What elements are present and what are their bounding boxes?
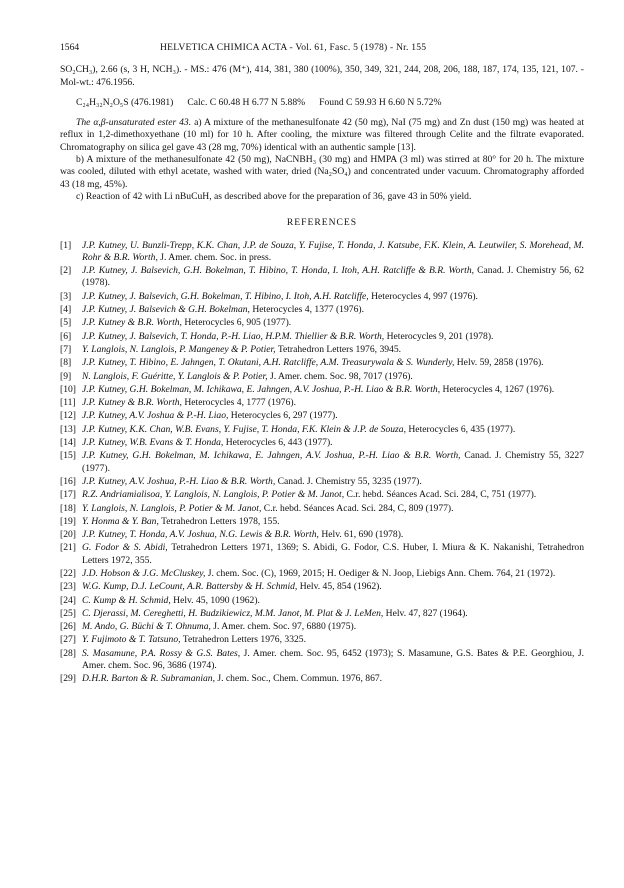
reference-citation: Heterocycles 9, 201 (1978). (384, 330, 494, 342)
reference-item (60, 476, 584, 488)
reference-number: [11] (60, 397, 76, 409)
reference-number: [25] (60, 607, 76, 619)
reference-body (82, 304, 584, 316)
reference-authors: J.P. Kutney, W.B. Evans & T. Honda, (82, 437, 224, 449)
reference-citation: J. chem. Soc. (C), 1969, 2015; H. Oediger & N. Joop, Liebigs Ann. Chem. 764, 21 (1972). (205, 567, 556, 579)
reference-item (60, 331, 584, 343)
reference-authors: W.G. Kump, D.J. LeCount, A.R. Battersby & H. Schmid, (82, 581, 298, 593)
reference-number: [13] (60, 423, 76, 435)
reference-number: [1] (60, 239, 72, 251)
reference-number: [22] (60, 567, 76, 579)
reference-citation: J. Amer. chem. Soc. 97, 6880 (1975). (210, 621, 357, 633)
reference-authors: J.P. Kutney, A.V. Joshua & P.-H. Liao, (82, 410, 229, 422)
reference-item (60, 344, 584, 356)
reference-body (82, 240, 584, 265)
reference-authors: J.P. Kutney, J. Balsevich, G.H. Bokelman, T. Hibino, T. Honda, I. Itoh, A.H. Ratcliffe & B.R. Worth, (82, 265, 475, 277)
reference-item (60, 304, 584, 316)
reference-authors: Y. Honma & Y. Ban, (82, 515, 159, 527)
reference-body (82, 503, 584, 515)
running-title: HELVETICA CHIMICA ACTA - Vol. 61, Fasc. 5 (1978) - Nr. 155 (160, 42, 427, 53)
reference-citation: J. Amer. chem. Soc. 95, 6452 (1973); S. Masamune, G.S. Bates & P.E. Georghiou, J. Amer. chem. Soc. 96, 3686 (1974). (82, 647, 584, 672)
reference-number: [16] (60, 475, 76, 487)
reference-citation: Tetrahedron Letters 1971, 1369; S. Abidi, G. Fodor, C.S. Huber, I. Miura & K. Nakanishi, Tetrahedron Letters 1972, 355. (82, 542, 584, 566)
reference-citation: Helv. 45, 854 (1962). (297, 581, 382, 593)
reference-citation: Heterocycles 4, 1267 (1976). (440, 383, 555, 395)
reference-number: [28] (60, 647, 76, 659)
reference-item (60, 608, 584, 620)
reference-item (60, 291, 584, 303)
reference-item (60, 384, 584, 396)
reference-citation: J. Amer. chem. Soc. 98, 7017 (1976). (267, 370, 413, 382)
reference-number: [26] (60, 621, 76, 633)
reference-authors: S. Masamune, P.A. Rossy & G.S. Bates, (82, 647, 241, 659)
reference-item (60, 503, 584, 515)
analysis-calc: Calc. C 60.48 H 6.77 N 5.88% (187, 96, 306, 108)
reference-citation: Heterocycles 6, 905 (1977). (181, 317, 292, 329)
reference-item (60, 437, 584, 449)
reference-citation: C.r. hebd. Séances Acad. Sci. 284, C, 809 (1977). (261, 502, 454, 514)
reference-item (60, 489, 584, 501)
analysis-found: Found C 59.93 H 6.60 N 5.72% (319, 96, 442, 108)
reference-body (82, 634, 584, 646)
reference-item (60, 450, 584, 475)
reference-body (82, 595, 584, 607)
reference-item (60, 317, 584, 329)
reference-body (82, 450, 584, 475)
reference-list (60, 240, 584, 686)
reference-body (82, 357, 584, 369)
reference-citation: Helv. 59, 2858 (1976). (454, 357, 544, 369)
reference-item (60, 673, 584, 685)
reference-item (60, 568, 584, 580)
reference-body (82, 384, 584, 396)
analysis-formula: C₂₄H₃₂N₂O₅S (476.1981) (76, 96, 174, 108)
ms-data-paragraph: SO₂CH₃), 2.66 (s, 3 H, NCH₃). - MS.: 476 (M⁺), 414, 381, 380 (100%), 350, 349, 321, 244, 208, 206, 188, 187, 174, 135, 121, 107. - Mol-wt.: 476.1956. (60, 64, 584, 88)
reference-authors: D.H.R. Barton & R. Subramanian, (82, 673, 215, 685)
reference-authors: J.P. Kutney, A.V. Joshua, P.-H. Liao & B.R. Worth, (82, 475, 276, 487)
reference-authors: J.P. Kutney, J. Balsevich & G.H. Bokelman, (82, 304, 250, 316)
reference-body (82, 344, 584, 356)
reference-body (82, 424, 584, 436)
reference-citation: Heterocycles 4, 1377 (1976). (249, 304, 364, 316)
reference-number: [8] (60, 357, 72, 369)
paragraph-a (60, 117, 584, 154)
reference-authors: J.P. Kutney, T. Honda, A.V. Joshua, N.G. Lewis & B.R. Worth, (82, 529, 319, 541)
reference-citation: Heterocycles 6, 297 (1977). (228, 410, 338, 422)
reference-authors: Y. Langlois, N. Langlois, P. Mangeney & P. Potier, (82, 343, 276, 355)
reference-body (82, 397, 584, 409)
reference-number: [7] (60, 343, 72, 355)
reference-authors: J.P. Kutney, U. Bunzli-Trepp, K.K. Chan, J.P. de Souza, Y. Fujise, T. Honda, J. Katsube, F.K. Klein, A. Leutwiler, S. Morehead, M. Rohr & B.R. Worth, (82, 239, 584, 263)
reference-item (60, 595, 584, 607)
running-header (60, 42, 584, 54)
reference-body (82, 581, 584, 593)
reference-number: [2] (60, 265, 72, 277)
reference-body (82, 291, 584, 303)
reference-citation: Helv. 45, 1090 (1962). (170, 594, 260, 606)
paragraph-a-lead: The α,β-unsaturated ester 43. (76, 117, 192, 129)
reference-body (82, 265, 584, 290)
reference-body (82, 371, 584, 383)
reference-item (60, 621, 584, 633)
reference-item (60, 265, 584, 290)
reference-authors: J.P. Kutney, J. Balsevich, T. Honda, P.-H. Liao, H.P.M. Thiellier & B.R. Worth, (82, 330, 385, 342)
reference-number: [29] (60, 673, 76, 685)
reference-item (60, 371, 584, 383)
reference-authors: M. Ando, G. Büchi & T. Ohnuma, (82, 621, 211, 633)
reference-citation: J. chem. Soc., Chem. Commun. 1976, 867. (214, 673, 383, 685)
reference-item (60, 240, 584, 265)
reference-item (60, 410, 584, 422)
reference-number: [21] (60, 542, 76, 554)
reference-citation: Tetrahedron Letters 1978, 155. (158, 515, 280, 527)
reference-item (60, 357, 584, 369)
reference-authors: J.P. Kutney, J. Balsevich, G.H. Bokelman, T. Hibino, I. Itoh, A.H. Ratcliffe, (82, 290, 369, 302)
reference-number: [19] (60, 515, 76, 527)
elemental-analysis (76, 97, 584, 109)
reference-body (82, 621, 584, 633)
reference-body (82, 331, 584, 343)
reference-authors: R.Z. Andriamialisoa, Y. Langlois, N. Langlois, P. Potier & M. Janot, (82, 489, 345, 501)
reference-body (82, 529, 584, 541)
reference-citation: Heterocycles 4, 997 (1976). (368, 290, 478, 302)
reference-number: [5] (60, 317, 72, 329)
reference-body (82, 437, 584, 449)
reference-number: [18] (60, 502, 76, 514)
reference-body (82, 516, 584, 528)
reference-item (60, 397, 584, 409)
reference-authors: C. Djerassi, M. Cereghetti, H. Budzikiewicz, M.M. Janot, M. Plat & J. LeMen, (82, 607, 384, 619)
reference-citation: Heterocycles 4, 1777 (1976). (181, 397, 296, 409)
reference-citation: Tetrahedron Letters 1976, 3325. (180, 634, 306, 646)
reference-number: [12] (60, 410, 76, 422)
reference-body (82, 476, 584, 488)
reference-citation: Helv. 61, 690 (1978). (318, 529, 404, 541)
reference-number: [23] (60, 581, 76, 593)
paragraph-c: c) Reaction of 42 with Li nBuCuH, as described above for the preparation of 36, gave 43 in 50% yield. (76, 190, 472, 202)
reference-number: [24] (60, 594, 76, 606)
reference-authors: J.P. Kutney, G.H. Bokelman, M. Ichikawa, E. Jahngen, A.V. Joshua, P.-H. Liao & B.R. Worth, (82, 383, 441, 395)
reference-authors: C. Kump & H. Schmid, (82, 594, 171, 606)
reference-citation: C.r. hebd. Séances Acad. Sci. 284, C, 751 (1977). (344, 489, 537, 501)
reference-item (60, 634, 584, 646)
reference-authors: N. Langlois, F. Guéritte, Y. Langlois & P. Potier, (82, 370, 268, 382)
reference-body (82, 673, 584, 685)
reference-number: [14] (60, 437, 76, 449)
reference-body (82, 489, 584, 501)
reference-body (82, 568, 584, 580)
reference-authors: J.P. Kutney & B.R. Worth, (82, 317, 182, 329)
reference-citation: J. Amer. chem. Soc. in press. (157, 251, 272, 263)
reference-item (60, 516, 584, 528)
paragraph-b: b) A mixture of the methanesulfonate 42 (50 mg), NaCNBH₃ (30 mg) and HMPA (3 ml) was stirred at 80° for 20 h. The mixture was cooled, diluted with ethyl acetate, washed with water, dried (Na₂SO₄) and concentrated under vacuum. Chromatography afforded 43 (18 mg, 45%). (60, 154, 584, 190)
reference-citation: Canad. J. Chemistry 55, 3227 (1977). (82, 450, 584, 474)
reference-citation: Canad. J. Chemistry 56, 62 (1978). (82, 265, 584, 289)
reference-body (82, 542, 584, 567)
reference-authors: J.P. Kutney, K.K. Chan, W.B. Evans, Y. Fujise, T. Honda, F.K. Klein & J.P. de Souza, (82, 423, 406, 435)
reference-authors: J.P. Kutney & B.R. Worth, (82, 397, 182, 409)
reference-item (60, 581, 584, 593)
reference-number: [20] (60, 529, 76, 541)
reference-body (82, 317, 584, 329)
reference-citation: Tetrahedron Letters 1976, 3945. (275, 343, 402, 355)
reference-authors: Y. Langlois, N. Langlois, P. Potier & M. Janot, (82, 502, 262, 514)
reference-body (82, 410, 584, 422)
page-number: 1564 (60, 42, 80, 53)
reference-number: [6] (60, 330, 72, 342)
reference-body (82, 608, 584, 620)
reference-authors: G. Fodor & S. Abidi, (82, 542, 168, 554)
reference-number: [9] (60, 370, 72, 382)
reference-number: [27] (60, 634, 76, 646)
reference-authors: J.P. Kutney, T. Hibino, E. Jahngen, T. Okutani, A.H. Ratcliffe, A.M. Treasurywala & S. Wunderly, (82, 357, 455, 369)
reference-number: [4] (60, 304, 72, 316)
reference-number: [3] (60, 290, 72, 302)
reference-body (82, 648, 584, 673)
reference-citation: Heterocycles 6, 443 (1977). (223, 437, 333, 449)
reference-item (60, 529, 584, 541)
paragraph-a-text: a) A mixture of the methanesulfonate 42 (50 mg), NaI (75 mg) and Zn dust (150 mg) was heated at reflux in 1,2-dimethoxyethane (10 ml) for 10 h. After cooling, the mixture was filtered through Celite and the filtrate evaporated. Chromatography on silica gel gave 43 (28 mg, 70%) identical with an authentic sample [13]. (60, 117, 584, 153)
reference-number: [10] (60, 383, 76, 395)
reference-number: [17] (60, 489, 76, 501)
reference-authors: J.D. Hobson & J.G. McCluskey, (82, 567, 206, 579)
reference-item (60, 648, 584, 673)
reference-citation: Helv. 47, 827 (1964). (383, 607, 468, 619)
reference-item (60, 424, 584, 436)
reference-authors: J.P. Kutney, G.H. Bokelman, M. Ichikawa, E. Jahngen, A.V. Joshua, P.-H. Liao & B.R. Worth, (82, 450, 461, 462)
reference-item (60, 542, 584, 567)
reference-citation: Heterocycles 6, 435 (1977). (405, 423, 516, 435)
references-heading: REFERENCES (286, 217, 358, 229)
reference-authors: Y. Fujimoto & T. Tatsuno, (82, 634, 181, 646)
reference-citation: Canad. J. Chemistry 55, 3235 (1977). (275, 475, 422, 487)
reference-number: [15] (60, 450, 76, 462)
